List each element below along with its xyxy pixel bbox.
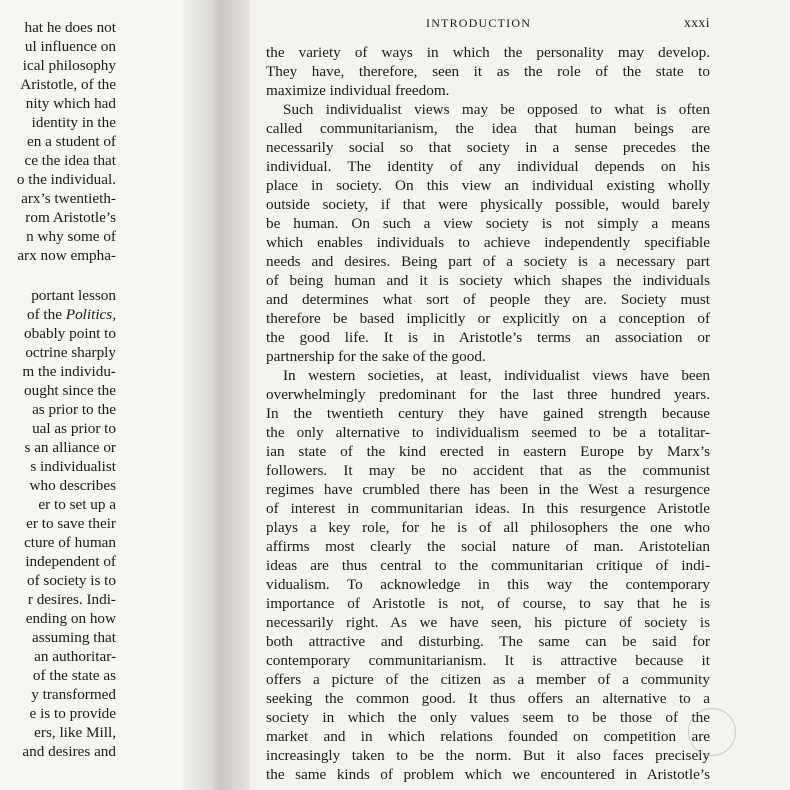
text-line: overwhelmingly predominant for the last three hundred years.	[266, 386, 710, 403]
text-line: partnership for the sake of the good.	[266, 348, 486, 365]
text-line: society in which the only values seem to be those of the	[266, 709, 710, 726]
text-line: market and in which relations founded on competition are	[266, 728, 710, 745]
left-text-line: o the individual.	[16, 171, 116, 188]
left-page	[0, 0, 182, 790]
left-text-line: independent of	[25, 553, 116, 570]
watermark-stamp-icon	[688, 708, 736, 756]
text-line: regimes have crumbled there has been in the West a resurgence	[266, 481, 710, 498]
left-text-line: ought since the	[24, 382, 116, 399]
left-text-line: rom Aristotle’s	[25, 209, 116, 226]
left-text-line: ending on how	[25, 610, 116, 627]
left-text-line: assuming that	[32, 629, 116, 646]
running-head: INTRODUCTION	[426, 16, 532, 30]
left-text-line: y transformed	[31, 686, 116, 703]
left-text-line: hat he does not	[24, 19, 116, 36]
text-line: affirms most clearly the social nature of man. Aristotelian	[266, 538, 710, 555]
book-gutter	[182, 0, 250, 790]
left-text-line: nity which had	[25, 95, 116, 112]
text-line: necessarily right. As we have seen, his picture of society is	[266, 614, 710, 631]
text-line: offers a picture of the citizen as a member of a community	[266, 671, 710, 688]
left-text-line: e is to provide	[29, 705, 116, 722]
text-line: called communitarianism, the idea that human beings are	[266, 120, 710, 137]
left-text-line: m the individu-	[22, 363, 116, 380]
text-line: contemporary communitarianism. It is attractive because it	[266, 652, 710, 669]
left-text-line: ers, like Mill,	[34, 724, 116, 741]
left-text-line: er to save their	[26, 515, 116, 532]
text-line: of interest in communitarian ideas. In this resurgence Aristotle	[266, 500, 710, 517]
text-line: seeking the common good. It thus offers an alternative to a	[266, 690, 710, 707]
left-text-line: n why some of	[26, 228, 116, 245]
text-line: the good life. It is in Aristotle’s terms an association or	[266, 329, 710, 346]
left-text-line: of the state as	[32, 667, 116, 684]
left-text-line: cture of human	[24, 534, 116, 551]
text-line: the only alternative to individualism seemed to be a totalitar-	[266, 424, 710, 441]
text-line: maximize individual freedom.	[266, 82, 450, 99]
left-text-line: r desires. Indi-	[27, 591, 116, 608]
text-line: followers. It may be no accident that as the communist	[266, 462, 710, 479]
text-line: therefore be based implicitly or explicitly on a conception of	[266, 310, 710, 327]
text-line: and determines what sort of people they are. Society must	[266, 291, 710, 308]
page-number: xxxi	[683, 15, 710, 30]
left-text-line	[27, 305, 116, 324]
left-text-line: arx’s twentieth-	[21, 190, 116, 207]
left-text-line: en a student of	[27, 133, 116, 150]
left-text-line: arx now empha-	[17, 247, 116, 264]
text-line: vidualism. To acknowledge in this way the contemporary	[266, 576, 710, 593]
text-line: In the twentieth century they have gained strength because	[266, 405, 710, 422]
text-line: importance of Aristotle is not, of course, to say that he is	[266, 595, 710, 612]
text-line: the same kinds of problem which we encountered in Aristotle’s	[266, 766, 710, 783]
left-text-line: an authoritar-	[34, 648, 116, 665]
text-line: necessarily social so that society in a sense precedes the	[266, 139, 710, 156]
left-text-line: portant lesson	[31, 287, 116, 304]
text-line: In western societies, at least, individualist views have been	[283, 367, 710, 384]
text-line: needs and desires. Being part of a society is a necessary part	[266, 253, 710, 270]
left-text-line: obably point to	[24, 325, 116, 342]
left-text-line: s an alliance or	[24, 439, 116, 456]
text-line: plays a key role, for he is of all philosophers the one who	[266, 519, 710, 536]
left-text-line: who describes	[29, 477, 116, 494]
text-line: of being human and it is society which shapes the individuals	[266, 272, 710, 289]
text-line: be human. On such a view society is not simply a means	[266, 215, 710, 232]
left-text-line: of society is to	[26, 572, 116, 589]
text-line: individual. The identity of any individual depends on his	[266, 158, 710, 175]
left-text-line: Aristotle, of the	[20, 76, 116, 93]
right-page	[250, 0, 790, 790]
left-text-line: ical philosophy	[22, 57, 116, 74]
left-text-fragment: of the	[26, 306, 62, 323]
text-line: the variety of ways in which the personality may develop.	[266, 44, 710, 61]
text-line: outside society, if that were physically possible, would barely	[266, 196, 710, 213]
text-line: ideas are thus central to the communitarian critique of indi-	[266, 557, 710, 574]
text-line: They have, therefore, seen it as the role of the state to	[266, 63, 710, 80]
left-text-line: ul influence on	[24, 38, 116, 55]
text-line: both attractive and disturbing. The same can be said for	[266, 633, 710, 650]
text-line: increasingly taken to be the norm. But it also faces precisely	[266, 747, 710, 764]
left-text-line: s individualist	[30, 458, 116, 475]
left-text-line: identity in the	[31, 114, 116, 131]
left-text-line: octrine sharply	[25, 344, 116, 361]
text-line: ian state of the kind erected in eastern Europe by Marx’s	[266, 443, 710, 460]
left-text-line: and desires and	[22, 743, 116, 760]
text-line: place in society. On this view an individual existing wholly	[266, 177, 710, 194]
left-text-line: ce the idea that	[24, 152, 116, 169]
left-text-line: as prior to the	[32, 401, 116, 418]
italic-title: Politics,	[65, 306, 116, 323]
left-text-line: er to set up a	[38, 496, 116, 513]
text-line: Such individualist views may be opposed to what is often	[283, 101, 710, 118]
left-text-line: ual as prior to	[32, 420, 116, 437]
text-line: which enables individuals to achieve independently specifiable	[266, 234, 710, 251]
